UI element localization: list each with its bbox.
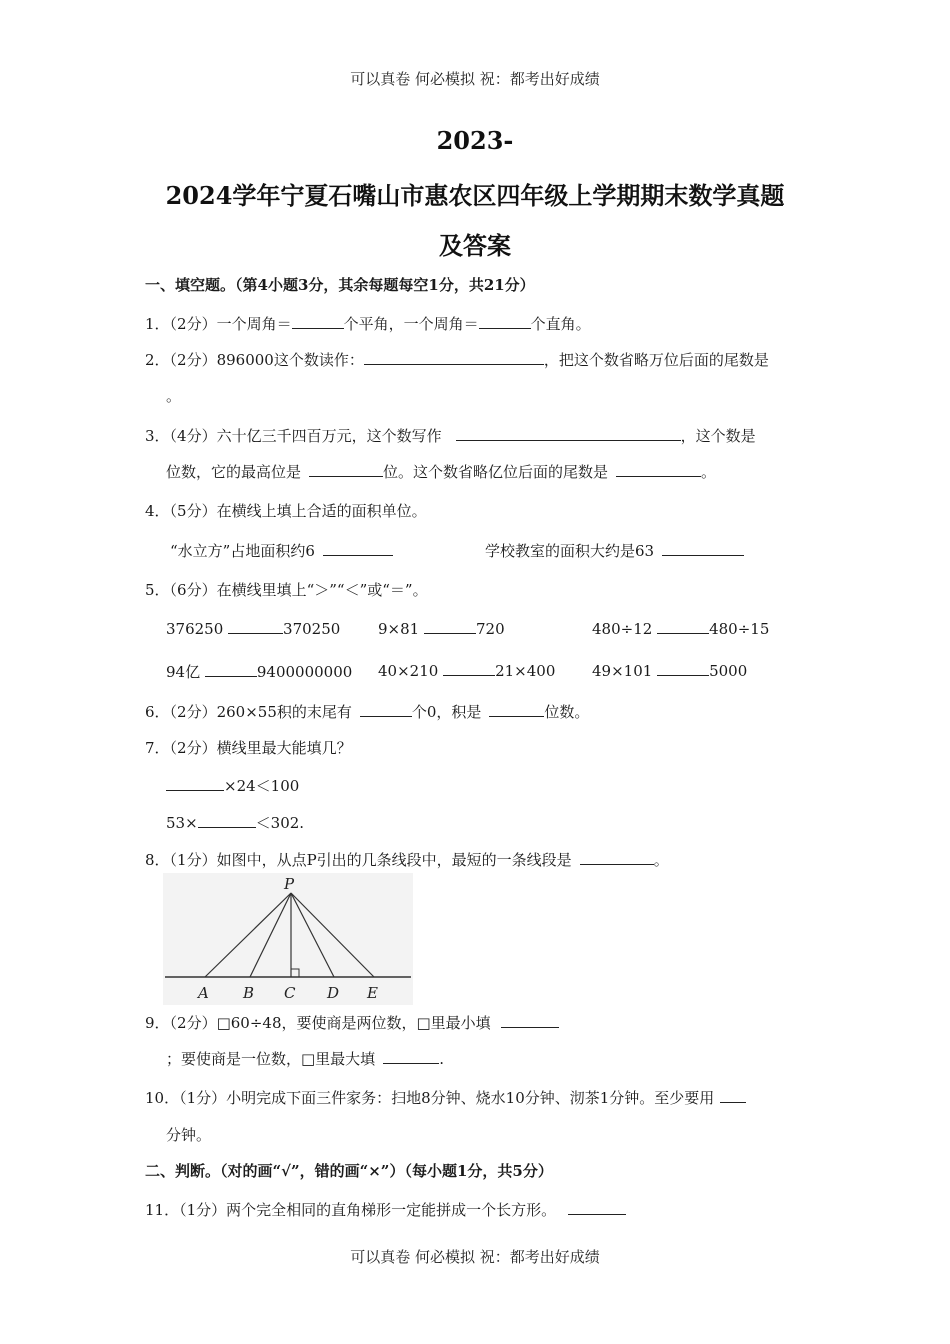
question-1-text-c: 个直角。 [530, 315, 591, 333]
question-4-item-1-text: “水立方”占地面积约6 [170, 542, 315, 560]
answer-blank[interactable] [383, 1049, 439, 1064]
title-line-1: 2023- [436, 126, 514, 155]
question-3-line-2 [166, 461, 716, 482]
label-e: E [367, 984, 378, 1002]
question-1 [145, 313, 591, 334]
answer-blank[interactable] [443, 661, 495, 676]
question-11 [145, 1199, 626, 1220]
compare-left: 40×210 [378, 662, 439, 680]
question-7-item-2 [166, 812, 304, 833]
answer-blank[interactable] [657, 661, 709, 676]
label-b: B [243, 984, 255, 1002]
compare-item [592, 619, 769, 638]
title-line-2: 2024学年宁夏石嘴山市惠农区四年级上学期期末数学真题 [165, 181, 785, 210]
answer-blank[interactable] [456, 426, 681, 441]
question-3 [145, 425, 756, 446]
answer-blank[interactable] [323, 541, 393, 556]
question-5: 5．（6分）在横线里填上“＞”“＜”或“＝”。 [145, 581, 428, 599]
answer-blank[interactable] [198, 813, 256, 828]
compare-right: 480÷15 [709, 620, 770, 638]
question-2 [145, 349, 769, 370]
answer-blank[interactable] [720, 1088, 746, 1103]
question-8-text-a: 8．（1分）如图中，从点P引出的几条线段中，最短的一条线段是 [145, 851, 572, 869]
answer-blank[interactable] [568, 1200, 626, 1215]
answer-blank[interactable] [228, 619, 283, 634]
question-3-text-d: 位。这个数省略亿位后面的尾数是 [383, 463, 609, 481]
label-a: A [198, 984, 209, 1002]
label-d: D [327, 984, 340, 1002]
question-3-text-b: ，这个数是 [680, 427, 756, 445]
question-9-line-2 [166, 1048, 444, 1069]
compare-left: 94亿 [166, 663, 201, 681]
question-4-item-1 [170, 540, 393, 561]
compare-right: 21×400 [495, 662, 556, 680]
answer-blank[interactable] [309, 462, 383, 477]
question-2-text-b: ，把这个数省略万位后面的尾数是 [543, 351, 769, 369]
question-6-text-c: 位数。 [544, 703, 590, 721]
answer-blank[interactable] [616, 462, 701, 477]
compare-item [166, 619, 340, 638]
question-11-text: 11．（1分）两个完全相同的直角梯形一定能拼成一个长方形。 [145, 1201, 557, 1219]
question-2-text-a: 2．（2分）896000这个数读作： [145, 351, 364, 369]
answer-blank[interactable] [364, 350, 544, 365]
question-6 [145, 701, 589, 722]
answer-blank[interactable] [166, 776, 224, 791]
question-9 [145, 1012, 559, 1033]
compare-item [378, 619, 505, 638]
compare-item [166, 661, 352, 682]
compare-left: 9×81 [378, 620, 420, 638]
question-4: 4．（5分）在横线上填上合适的面积单位。 [145, 502, 427, 520]
answer-blank[interactable] [662, 541, 744, 556]
title-line-3: 及答案 [439, 231, 511, 260]
question-9-text-a: 9．（2分）□60÷48，要使商是两位数，□里最小填 [145, 1014, 491, 1032]
label-p: P [284, 875, 295, 893]
question-7-item-2-text-b: ＜302. [255, 814, 305, 832]
question-10-text-a: 10．（1分）小明完成下面三件家务：扫地8分钟、烧水10分钟、沏茶1分钟。至少要用 [145, 1089, 715, 1107]
question-1-text-a: 1．（2分）一个周角＝ [145, 315, 292, 333]
page-footer: 可以真卷 何必模拟 祝：都考出好成绩 [350, 1248, 600, 1266]
question-9-text-b: ；要使商是一位数，□里最大填 [166, 1050, 376, 1068]
question-7: 7．（2分）横线里最大能填几？ [145, 739, 352, 757]
section-2-heading: 二、判断。（对的画“√”，错的画“×”）（每小题1分，共5分） [145, 1162, 553, 1180]
question-8-text-b: 。 [653, 851, 669, 869]
compare-left: 480÷12 [592, 620, 653, 638]
compare-right: 9400000000 [256, 663, 353, 681]
question-10-end: 分钟。 [166, 1126, 212, 1144]
question-10 [145, 1087, 746, 1108]
answer-blank[interactable] [205, 662, 257, 677]
question-8 [145, 849, 669, 870]
answer-blank[interactable] [424, 619, 476, 634]
question-1-text-b: 个平角，一个周角＝ [343, 315, 479, 333]
answer-blank[interactable] [657, 619, 709, 634]
section-1-heading: 一、填空题。（第4小题3分，其余每题每空1分，共21分） [145, 276, 535, 294]
label-c: C [284, 984, 296, 1002]
question-9-text-c: . [439, 1050, 444, 1068]
question-4-item-2 [485, 540, 744, 561]
question-7-item-1-text: ×24＜100 [224, 777, 300, 795]
question-6-text-a: 6．（2分）260×55积的末尾有 [145, 703, 352, 721]
compare-left: 49×101 [592, 662, 653, 680]
question-3-text-a: 3．（4分）六十亿三千四百万元，这个数写作 [145, 427, 442, 445]
answer-blank[interactable] [479, 314, 531, 329]
answer-blank[interactable] [292, 314, 344, 329]
question-6-text-b: 个0，积是 [411, 703, 482, 721]
compare-item [378, 661, 555, 680]
compare-item [592, 661, 747, 680]
answer-blank[interactable] [501, 1013, 559, 1028]
answer-blank[interactable] [360, 702, 412, 717]
page-header: 可以真卷 何必模拟 祝：都考出好成绩 [350, 70, 600, 88]
question-3-text-c: 位数，它的最高位是 [166, 463, 302, 481]
compare-right: 720 [475, 620, 505, 638]
question-2-end: 。 [166, 387, 182, 405]
compare-left: 376250 [166, 620, 224, 638]
line-segment-figure [163, 873, 413, 1005]
question-3-text-e: 。 [701, 463, 717, 481]
compare-right: 370250 [283, 620, 341, 638]
answer-blank[interactable] [580, 850, 654, 865]
answer-blank[interactable] [489, 702, 544, 717]
question-7-item-1 [166, 775, 299, 796]
question-4-item-2-text: 学校教室的面积大约是63 [485, 542, 655, 560]
question-7-item-2-text-a: 53× [166, 814, 198, 832]
compare-right: 5000 [709, 662, 748, 680]
